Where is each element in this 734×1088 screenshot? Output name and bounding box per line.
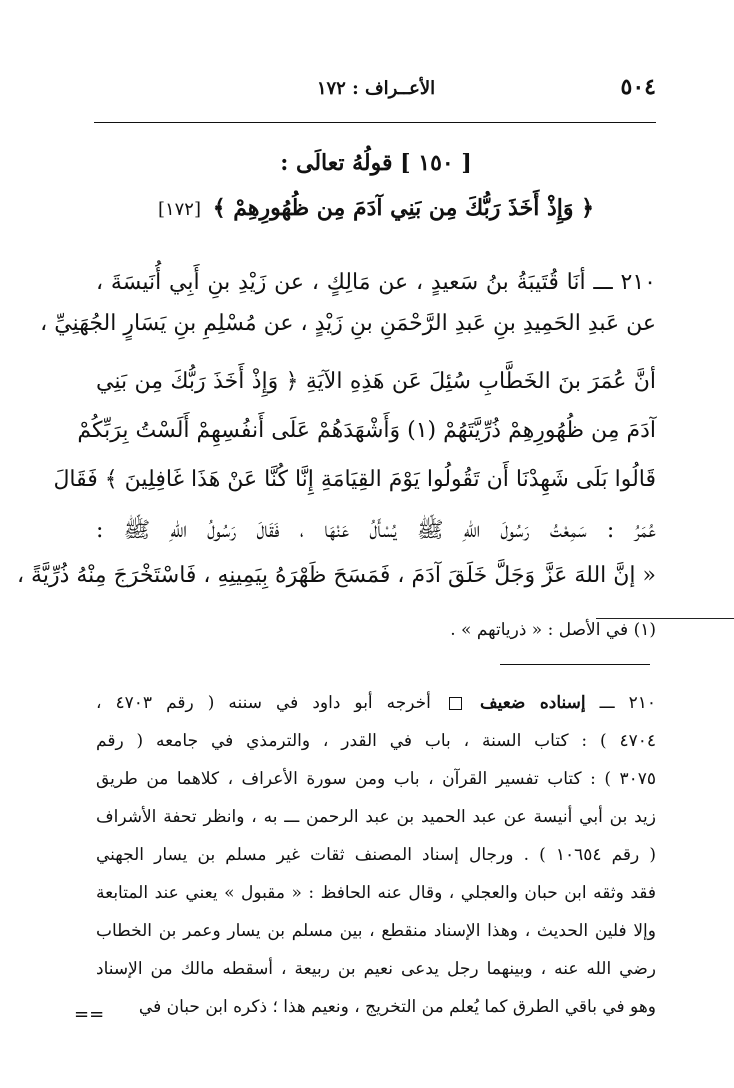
- page-header: [96, 74, 656, 104]
- hadith-line: « إنَّ اللهَ عَزَّ وَجَلَّ خَلَقَ آدَمَ ، فَمَسَحَ ظَهْرَهُ بِيَمِينِهِ ، فَاسْتَخْرَجَ مِنْهُ ذُرِّيَّةً ،: [16, 563, 656, 588]
- hadith-line: ٢١٠ ـــ أنَا قُتَيبَةُ بنُ سَعيدٍ ، عن مَالِكٍ ، عن زَيْدِ بنِ أَبِي أُنَيسَةَ ،: [96, 270, 656, 295]
- square-marker-icon: [449, 697, 462, 710]
- commentary-line: وهو في باقي الطرق كما يُعلم من التخريج ، ونعيم هذا ؛ ذكره ابن حبان في: [138, 997, 656, 1017]
- quran-verse: [96, 195, 656, 221]
- footnote-rule: [596, 618, 734, 619]
- hadith-line: عُمَرُ : سَمِعْتُ رَسُولَ اللهِ ﷺ يُسْأَلُ عَنْهَا ، فَقَالَ رَسُولُ اللهِ ﷺ :: [96, 518, 656, 543]
- hadith-line: عن عَبدِ الحَمِيدِ بنِ عَبدِ الرَّحْمَنِ بنِ زَيْدٍ ، عن مُسْلِمِ بنِ يَسَارٍ الجُهَنِيِّ ،: [40, 311, 656, 336]
- hadith-line: قَالُوا بَلَى شَهِدْنَا أَن تَقُولُوا يَوْمَ القِيَامَةِ إِنَّا كُنَّا عَنْ هَذَا غَافِلِينَ ﴾ فَقَالَ: [53, 467, 656, 492]
- header-rule: [94, 122, 656, 123]
- commentary-line: ٣٠٧٥ ) : كتاب تفسير القرآن ، باب ومن سورة الأعراف ، كلاهما من طريق: [96, 769, 656, 789]
- grading-label: إسناده ضعيف: [479, 693, 586, 713]
- page-number: ٥٠٤: [620, 74, 656, 100]
- commentary-number: ٢١٠ ـــ: [599, 693, 657, 713]
- commentary-line: ( رقم ١٠٦٥٤ ) . ورجال إسناد المصنف ثقات غير مسلم بن يسار الجهني: [96, 845, 656, 865]
- continuation-mark: ==: [74, 1004, 105, 1025]
- commentary-line: فقد وثقه ابن حبان والعجلي ، وقال عنه الحافظ : « مقبول » يعني عند المتابعة: [96, 883, 656, 903]
- section-heading: [ ١٥٠ ] قولُهُ تعالَى :: [280, 150, 472, 176]
- commentary-rule: [500, 664, 650, 665]
- hadith-line: آدَمَ مِن ظُهُورِهِمْ ذُرِّيَّتَهُمْ (١) وَأَشْهَدَهُمْ عَلَى أَنفُسِهِمْ أَلَسْتُ بِرَبِّكُمْ: [77, 418, 656, 443]
- verse-text: ﴿ وَإِذْ أَخَذَ رَبُّكَ مِن بَنِي آدَمَ مِن ظُهُورِهِمْ ﴾: [212, 195, 595, 221]
- commentary-line: ٤٧٠٤ ) : كتاب السنة ، باب في القدر ، والترمذي في جامعه ( رقم: [96, 731, 656, 751]
- commentary-line: رضي الله عنه ، وبينهما رجل يدعى نعيم بن ربيعة ، أسقطه مالك من الإسناد: [96, 959, 656, 979]
- commentary-line: زيد بن أبي أنيسة عن عبد الحميد بن عبد الرحمن ـــ به ، وانظر تحفة الأشراف: [96, 807, 656, 827]
- commentary-text: أخرجه أبو داود في سننه ( رقم ٤٧٠٣ ،: [96, 693, 431, 713]
- running-title: الأعــراف : ١٧٢: [316, 78, 436, 99]
- commentary-line: [96, 693, 656, 713]
- footnote: (١) في الأصل : « ذرياتهم » .: [450, 620, 656, 640]
- commentary-line: وإلا فلين الحديث ، وهذا الإسناد منقطع ، بين مسلم بن يسار وعمر بن الخطاب: [96, 921, 656, 941]
- verse-reference: [١٧٢]: [157, 199, 202, 220]
- hadith-line: أنَّ عُمَرَ بنَ الخَطَّابِ سُئِلَ عَن هَذِهِ الآيَةِ ﴿ وَإِذْ أَخَذَ رَبُّكَ مِن بَنِي: [96, 369, 656, 394]
